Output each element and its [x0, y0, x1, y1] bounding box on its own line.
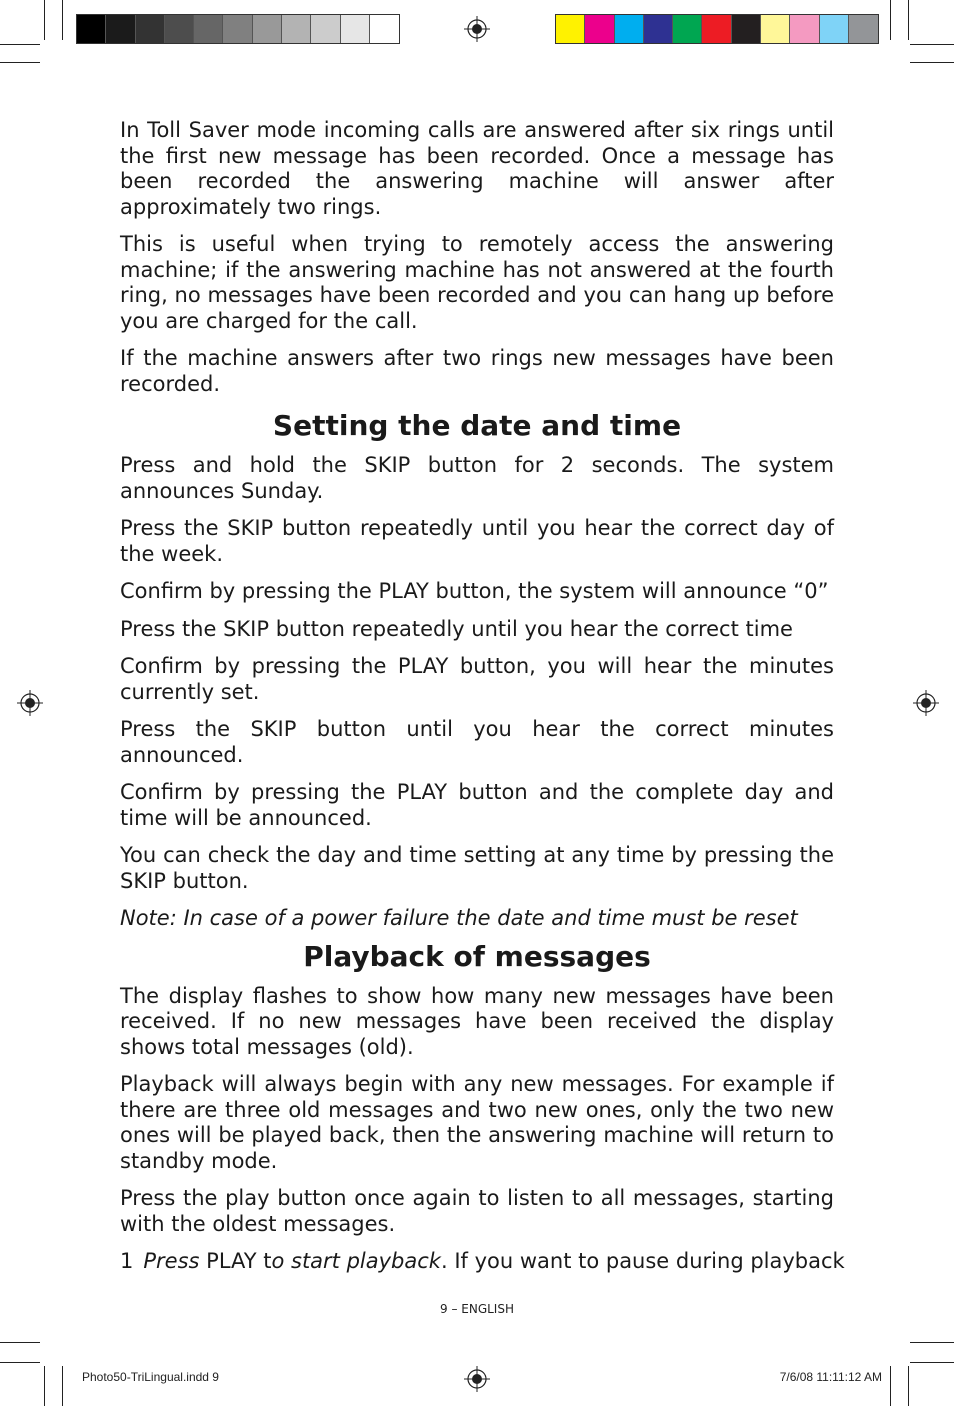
- color-calibration-bar: [555, 14, 879, 44]
- gray-calibration-bar: [76, 14, 400, 44]
- crop-mark: [62, 1366, 63, 1406]
- crop-mark: [910, 1342, 954, 1343]
- color-swatch: [253, 15, 282, 43]
- paragraph: Press the SKIP button until you hear the correct minutes announced.: [120, 717, 834, 767]
- color-swatch: [849, 15, 878, 43]
- registration-mark-icon: [464, 1366, 490, 1392]
- paragraph: Confirm by pressing the PLAY button, the system will announce “0”: [120, 579, 829, 603]
- color-swatch: [673, 15, 702, 43]
- registration-mark-icon: [913, 690, 939, 716]
- step-text-play: PLAY t: [199, 1249, 272, 1273]
- crop-mark: [890, 0, 891, 40]
- color-swatch: [370, 15, 399, 43]
- color-swatch: [282, 15, 311, 43]
- color-swatch: [702, 15, 731, 43]
- paragraph: In Toll Saver mode incoming calls are answered after six rings until the first new message has been recorded. Once a message has been recorded the answering machine will answer after approximately two rings.: [120, 118, 834, 219]
- color-swatch: [311, 15, 340, 43]
- paragraph: Confirm by pressing the PLAY button and the complete day and time will be announced.: [120, 780, 834, 830]
- color-swatch: [341, 15, 370, 43]
- slug-filename: Photo50-TriLingual.indd 9: [82, 1370, 219, 1384]
- crop-mark: [908, 0, 909, 40]
- color-swatch: [820, 15, 849, 43]
- color-swatch: [165, 15, 194, 43]
- step-text-press: Press: [143, 1249, 200, 1273]
- color-swatch: [556, 15, 585, 43]
- color-swatch: [615, 15, 644, 43]
- step-item: [120, 1249, 845, 1275]
- color-swatch: [644, 15, 673, 43]
- crop-mark: [44, 0, 45, 40]
- crop-mark: [910, 44, 954, 45]
- crop-mark: [0, 62, 40, 63]
- color-swatch: [223, 15, 252, 43]
- page-footer: 9 – ENGLISH: [440, 1302, 514, 1316]
- registration-mark-icon: [464, 16, 490, 42]
- page-content: [120, 118, 845, 1287]
- step-number: 1: [120, 1249, 134, 1273]
- paragraph: Playback will always begin with any new messages. For example if there are three old messages and two new ones, only the two new ones will be played back, then the answering machine will return to standby mode.: [120, 1072, 834, 1173]
- section-heading-date-time: Setting the date and time: [272, 409, 682, 442]
- step-text-start: o start playback: [271, 1249, 441, 1273]
- crop-mark: [908, 1366, 909, 1406]
- crop-mark: [890, 1366, 891, 1406]
- color-swatch: [106, 15, 135, 43]
- crop-mark: [910, 1362, 954, 1363]
- crop-mark: [0, 1342, 40, 1343]
- color-swatch: [790, 15, 819, 43]
- paragraph: Press the SKIP button repeatedly until you hear the correct time: [120, 616, 793, 641]
- section-heading-playback: Playback of messages: [303, 939, 651, 973]
- color-swatch: [761, 15, 790, 43]
- paragraph: This is useful when trying to remotely access the answering machine; if the answering machine has not answered at the fourth ring, no messages have been recorded and you can hang up before you are charged for the call.: [120, 232, 834, 333]
- crop-mark: [910, 62, 954, 63]
- paragraph: Confirm by pressing the PLAY button, you will hear the minutes currently set.: [120, 654, 834, 704]
- paragraph: Press the play button once again to listen to all messages, starting with the oldest messages.: [120, 1186, 834, 1236]
- color-swatch: [585, 15, 614, 43]
- note: Note: In case of a power failure the date and time must be reset: [120, 906, 798, 930]
- paragraph: Press and hold the SKIP button for 2 seconds. The system announces Sunday.: [120, 453, 834, 503]
- color-swatch: [77, 15, 106, 43]
- step-text-rest: . If you want to pause during playback: [440, 1249, 845, 1273]
- paragraph: You can check the day and time setting at any time by pressing the SKIP button.: [120, 843, 834, 893]
- crop-mark: [0, 1362, 40, 1363]
- crop-mark: [44, 1366, 45, 1406]
- color-swatch: [136, 15, 165, 43]
- paragraph: The display flashes to show how many new messages have been received. If no new messages have been received the display shows total messages (old).: [120, 983, 834, 1059]
- slug-datetime: 7/6/08 11:11:12 AM: [779, 1370, 882, 1384]
- paragraph: If the machine answers after two rings new messages have been recorded.: [120, 346, 834, 396]
- color-swatch: [194, 15, 223, 43]
- paragraph: Press the SKIP button repeatedly until you hear the correct day of the week.: [120, 516, 834, 566]
- registration-mark-icon: [17, 690, 43, 716]
- crop-mark: [62, 0, 63, 40]
- color-swatch: [732, 15, 761, 43]
- crop-mark: [0, 44, 40, 45]
